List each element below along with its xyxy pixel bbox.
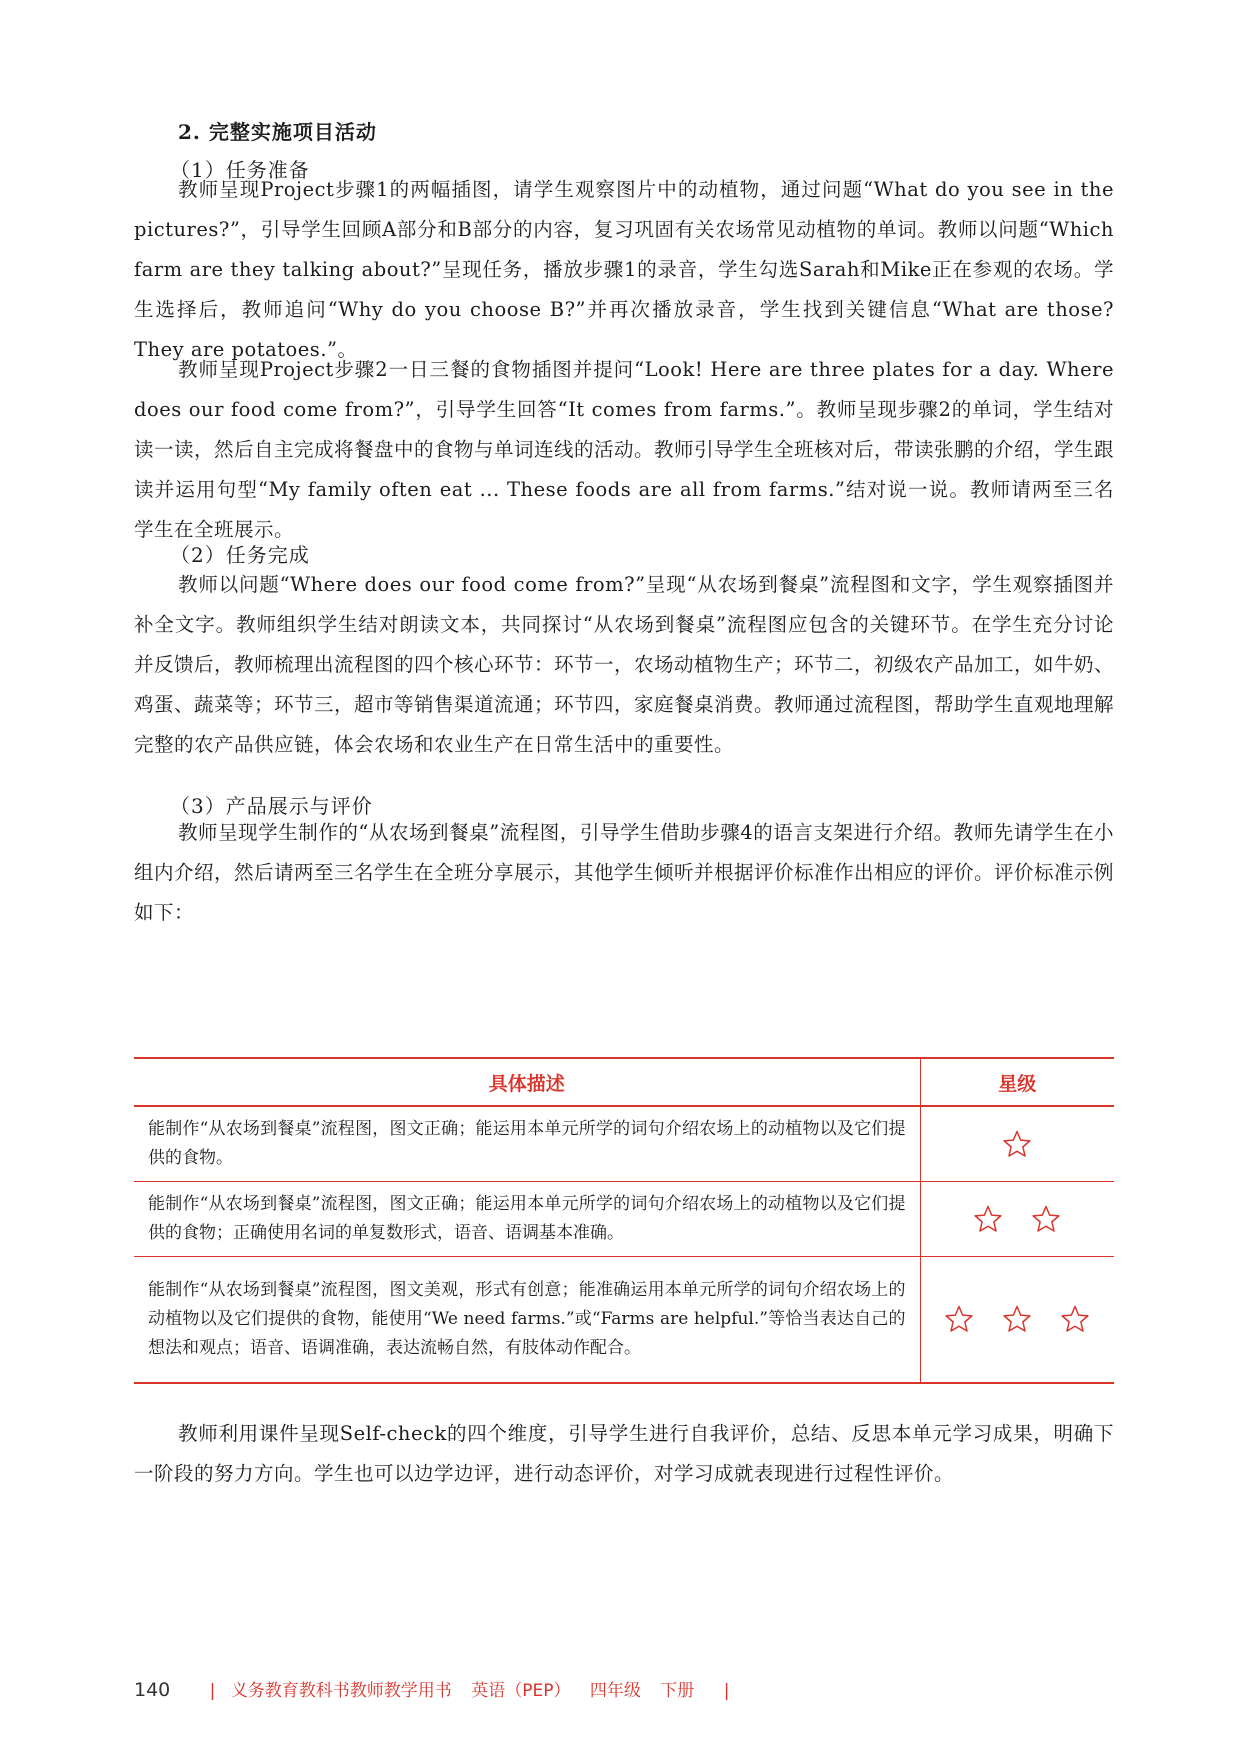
subsection-task-preparation: （1）任务准备 xyxy=(170,158,310,182)
evaluation-rubric-table xyxy=(134,1057,1114,1384)
header-star-level: 星级 xyxy=(920,1058,1114,1106)
footer-book-title: 义务教育教科书教师教学用书 xyxy=(230,1681,452,1701)
row-description: 能制作“从农场到餐桌”流程图，图文正确；能运用本单元所学的词句介绍农场上的动植物以及它们提供的食物。 xyxy=(134,1106,920,1182)
table-row xyxy=(134,1257,1114,1383)
header-description: 具体描述 xyxy=(134,1058,920,1106)
paragraph-4: 教师呈现学生制作的“从农场到餐桌”流程图，引导学生借助步骤4的语言支架进行介绍。教师先请学生在小组内介绍，然后请两至三名学生在全班分享展示，其他学生倾听并根据评价标准作出相应的评价。评价标准示例如下： xyxy=(134,821,1115,924)
star-rating xyxy=(920,1257,1114,1383)
footer-subject: 英语（PEP） xyxy=(471,1681,571,1701)
footer-grade: 四年级 xyxy=(589,1681,641,1701)
footer-volume: 下册 xyxy=(660,1681,695,1701)
paragraph-1: 教师呈现Project步骤1的两幅插图，请学生观察图片中的动植物，通过问题“What do you see in the pictures?”，引导学生回顾A部分和B部分的内容，复习巩固有关农场常见动植物的单词。教师以问题“Which farm are they talking about?”呈现任务，播放步骤1的录音，学生勾选Sarah和Mike正在参观的农场。学生选择后，教师追问“Why do you choose B?”并再次播放录音，学生找到关键信息“What are those? They are potatoes.”。 xyxy=(134,178,1114,361)
footer-divider: | xyxy=(723,1681,730,1701)
paragraph-3: 教师以问题“Where does our food come from?”呈现“从农场到餐桌”流程图和文字，学生观察插图并补全文字。教师组织学生结对朗读文本，共同探讨“从农场到餐桌”流程图应包含的关键环节。在学生充分讨论并反馈后，教师梳理出流程图的四个核心环节：环节一，农场动植物生产；环节二，初级农产品加工，如牛奶、鸡蛋、蔬菜等；环节三，超市等销售渠道流通；环节四，家庭餐桌消费。教师通过流程图，帮助学生直观地理解完整的农产品供应链，体会农场和农业生产在日常生活中的重要性。 xyxy=(134,573,1115,756)
paragraph-5: 教师利用课件呈现Self-check的四个维度，引导学生进行自我评价，总结、反思本单元学习成果，明确下一阶段的努力方向。学生也可以边学边评，进行动态评价，对学习成就表现进行过程性评价。 xyxy=(134,1422,1114,1485)
subsection-task-completion: （2）任务完成 xyxy=(170,543,310,567)
footer-divider: | xyxy=(209,1681,216,1701)
star-icon xyxy=(944,1304,974,1334)
star-icon xyxy=(973,1204,1003,1234)
row-description: 能制作“从农场到餐桌”流程图，图文正确；能运用本单元所学的词句介绍农场上的动植物以及它们提供的食物；正确使用名词的单复数形式，语音、语调基本准确。 xyxy=(134,1182,920,1257)
star-rating xyxy=(920,1182,1114,1257)
table-row xyxy=(134,1182,1114,1257)
row-description: 能制作“从农场到餐桌”流程图，图文美观，形式有创意；能准确运用本单元所学的词句介绍农场上的动植物以及它们提供的食物，能使用“We need farms.”或“Farms are helpful.”等恰当表达自己的想法和观点；语音、语调准确，表达流畅自然，有肢体动作配合。 xyxy=(134,1257,920,1383)
star-icon xyxy=(1060,1304,1090,1334)
table-row xyxy=(134,1106,1114,1182)
page-footer xyxy=(134,1676,739,1701)
page-number: 140 xyxy=(134,1679,171,1701)
subsection-product-evaluation: （3）产品展示与评价 xyxy=(170,794,373,818)
star-icon xyxy=(1002,1304,1032,1334)
paragraph-2: 教师呈现Project步骤2一日三餐的食物插图并提问“Look! Here are three plates for a day. Where does our food come from?”，引导学生回答“It comes from farms.”。教师呈现步骤2的单词，学生结对读一读，然后自主完成将餐盘中的食物与单词连线的活动。教师引导学生全班核对后，带读张鹏的介绍，学生跟读并运用句型“My family often eat ... These foods are all from farms.”结对说一说。教师请两至三名学生在全班展示。 xyxy=(134,358,1115,541)
star-icon xyxy=(1002,1129,1032,1159)
table-header-row xyxy=(134,1058,1114,1106)
star-icon xyxy=(1031,1204,1061,1234)
section-heading: 2. 完整实施项目活动 xyxy=(178,120,377,144)
star-rating xyxy=(920,1106,1114,1182)
